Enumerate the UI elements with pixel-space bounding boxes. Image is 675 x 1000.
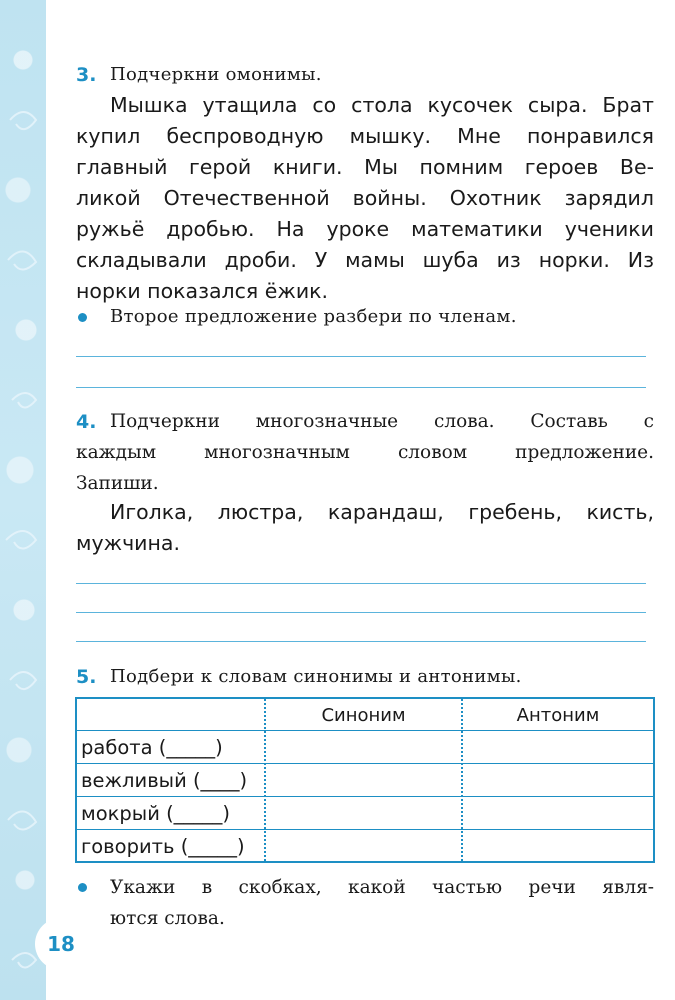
bullet-icon [78,883,87,892]
text-line: норки показался ёжик. [76,279,329,303]
heading-line: Запиши. [76,473,159,494]
synonym-cell[interactable] [266,731,461,763]
task-3-bullet-text: Второе предложение разбери по членам. [110,306,517,327]
answer-line[interactable] [76,641,646,642]
bullet-line: ются слова. [110,908,225,929]
swirl-pattern-icon [0,0,46,1000]
text-line: складывали дроби. У мамы шуба из норки. Из [76,248,654,272]
task-4-heading [76,406,654,499]
answer-line[interactable] [76,356,646,357]
antonym-cell[interactable] [463,830,653,861]
task-3-heading: Подчеркни омонимы. [110,64,322,85]
antonym-cell[interactable] [463,764,653,796]
words-line: Иголка, люстра, карандаш, гребень, кисть, [110,500,654,524]
text-line: ружьё дробью. На уроке математики ученики [76,217,654,241]
text-line: ликой Отечественной войны. Охотник зарядил [76,186,654,210]
bullet-icon [78,313,87,322]
task-5-number: 5. [76,666,97,688]
heading-line: Подчеркни многозначные слова. Составь с [110,411,654,432]
decorative-side-band [0,0,46,1000]
antonym-cell[interactable] [463,731,653,763]
task-4-number: 4. [76,411,97,433]
synonym-cell[interactable] [266,797,461,829]
answer-line[interactable] [76,583,646,584]
table-row-word: вежливый (____) [81,769,248,792]
heading-line: каждым многозначным словом предложение. [76,442,654,463]
task-3-text [76,90,654,307]
table-row-word: говорить (_____) [81,835,245,858]
page-number: 18 [35,918,87,970]
synonym-antonym-table [75,697,655,863]
antonym-cell[interactable] [463,797,653,829]
table-row-word: работа (_____) [81,736,223,759]
table-row-word: мокрый (_____) [81,802,231,825]
answer-line[interactable] [76,387,646,388]
task-5-heading: Подбери к словам синонимы и антонимы. [110,666,522,687]
task-4-words [76,497,654,559]
task-3-number: 3. [76,64,97,86]
header-antonym: Антоним [516,704,600,726]
text-line: главный герой книги. Мы помним героев Ве- [76,155,654,179]
synonym-cell[interactable] [266,830,461,861]
synonym-cell[interactable] [266,764,461,796]
bullet-line: Укажи в скобках, какой частью речи явля- [110,877,654,898]
task-5-bullet-text [110,872,654,934]
words-line: мужчина. [76,531,180,555]
text-line: купил беспроводную мышку. Мне понравился [76,124,654,148]
text-line: Мышка утащила со стола кусочек сыра. Брат [110,93,654,117]
answer-line[interactable] [76,612,646,613]
header-synonym: Синоним [321,704,406,726]
